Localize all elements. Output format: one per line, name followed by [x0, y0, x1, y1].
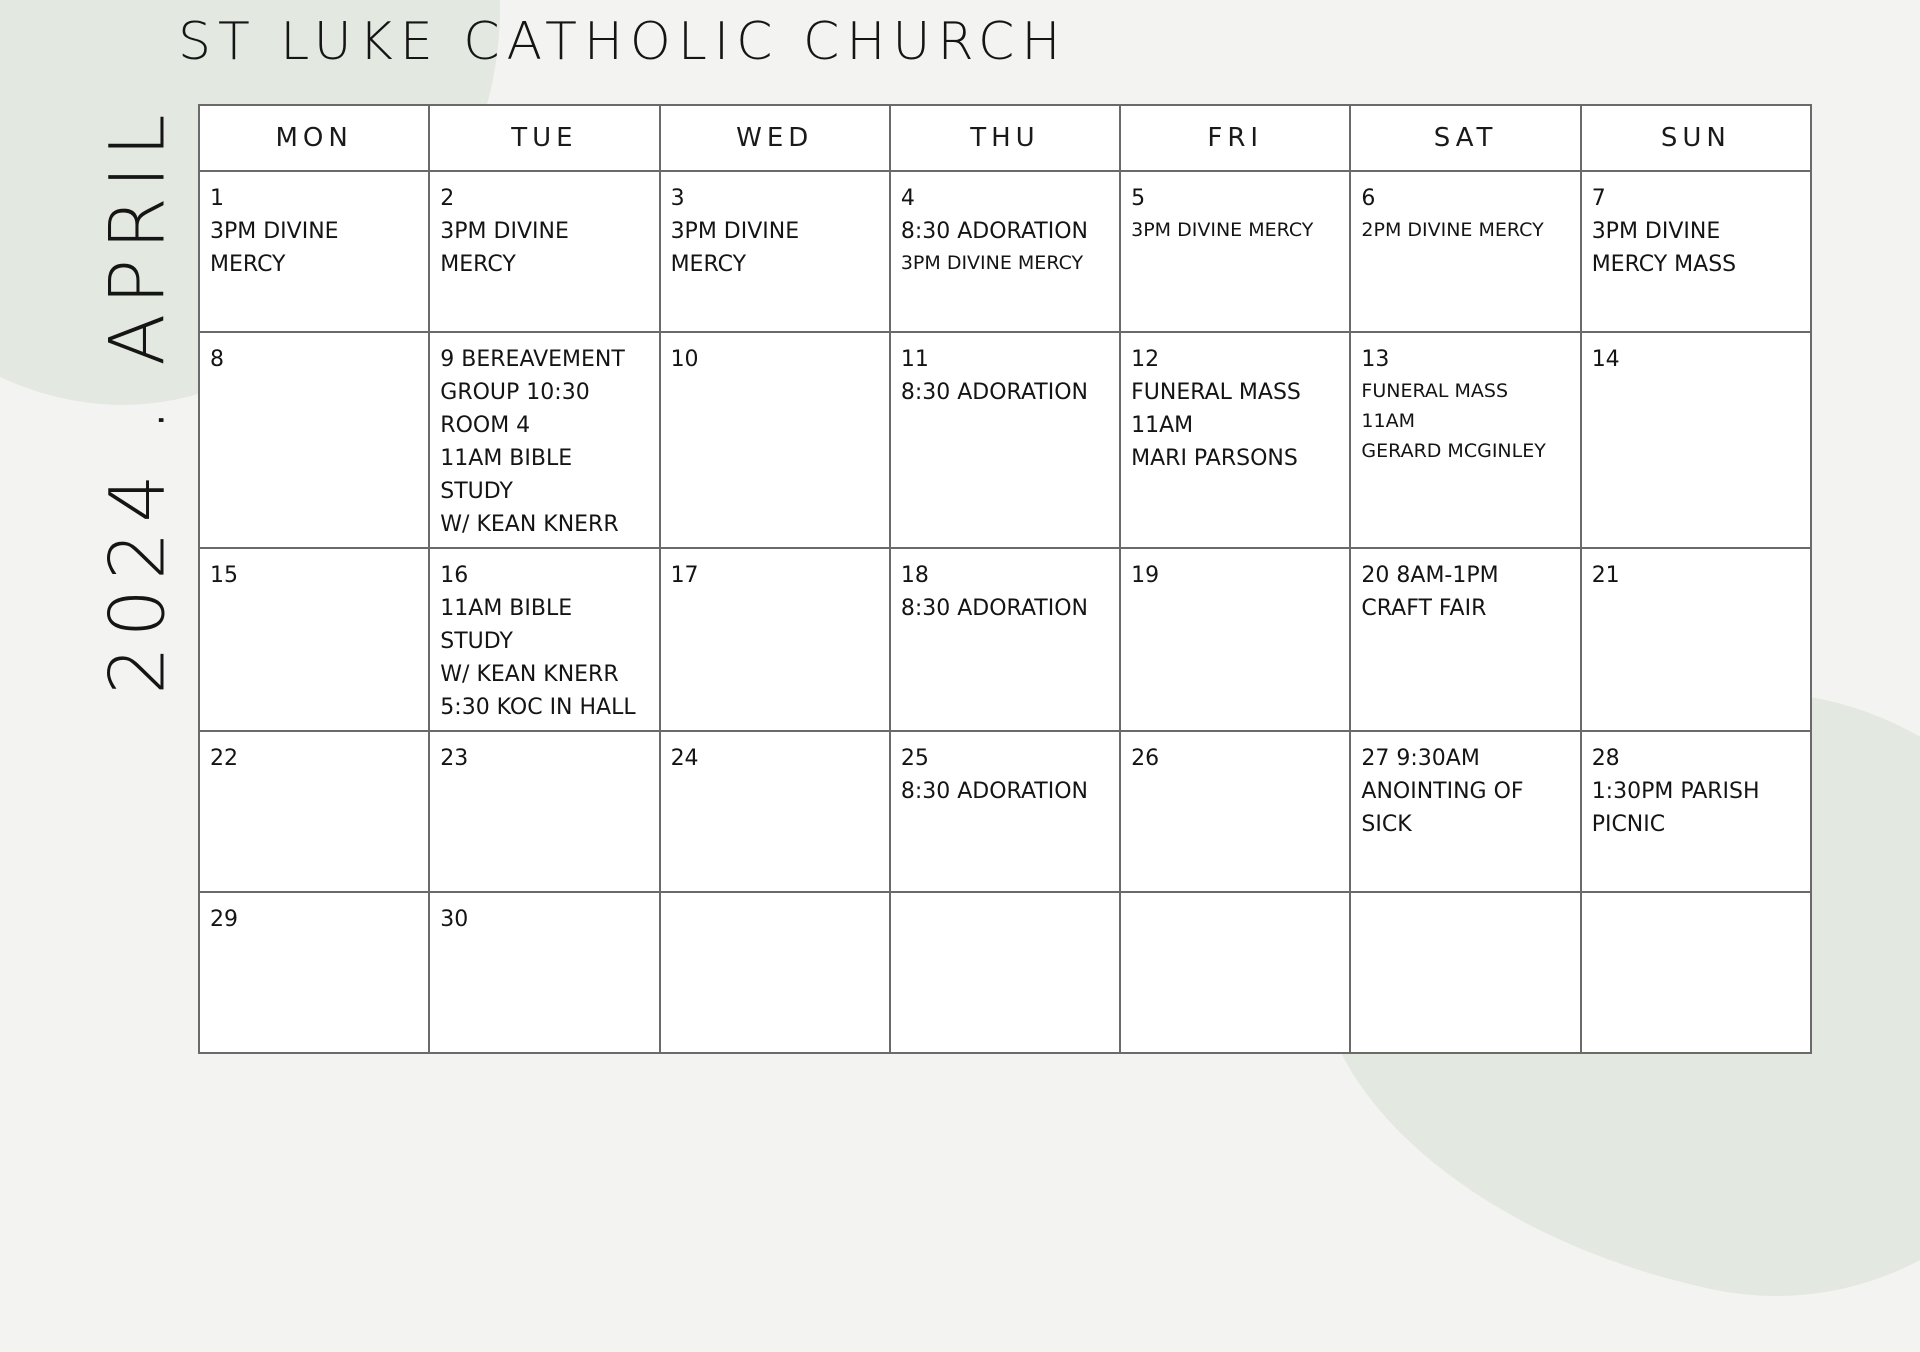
day-cell [429, 332, 659, 548]
day-cell [429, 548, 659, 731]
day-cell [1581, 548, 1811, 731]
day-cell [1120, 731, 1350, 892]
day-entry-first-line: 11 [900, 347, 929, 372]
day-entry-first-line: 19 [1131, 563, 1160, 588]
day-entry-first-line: 1 [210, 186, 224, 211]
day-cell [890, 892, 1120, 1053]
day-entry-first-line: 30 [440, 907, 469, 932]
day-cell [890, 548, 1120, 731]
day-entry-first-line: 22 [210, 746, 238, 771]
day-cell [1350, 332, 1580, 548]
day-entry-line: FUNERAL MASS [1131, 380, 1301, 405]
day-entry-line: 3PM DIVINE [670, 219, 800, 244]
day-entry-line: 8:30 ADORATION [900, 380, 1088, 405]
church-title: ST LUKE CATHOLIC CHURCH [178, 12, 1068, 72]
day-cell [1120, 171, 1350, 332]
day-entry-line: MERCY [670, 252, 747, 277]
day-entry-first-line: 13 [1361, 347, 1390, 372]
day-entry-line: FUNERAL MASS [1361, 380, 1509, 402]
day-entry-first-line: 14 [1591, 347, 1620, 372]
day-header-thu: THU [890, 105, 1120, 171]
day-entry-first-line: 24 [670, 746, 699, 771]
day-entry-line: MARI PARSONS [1131, 446, 1298, 471]
day-entry-line: MERCY [440, 252, 516, 277]
day-entry-line: 11AM [1361, 410, 1415, 432]
day-entry-line: 11AM BIBLE STUDY [440, 596, 580, 654]
day-cell [890, 731, 1120, 892]
calendar-grid [198, 104, 1812, 1054]
day-entry-first-line: 20 8AM-1PM [1361, 563, 1499, 588]
day-entry-first-line: 5 [1131, 186, 1146, 211]
day-cell [429, 171, 659, 332]
day-entry-first-line: 10 [670, 347, 699, 372]
day-cell [199, 548, 429, 731]
day-entry-line: 5:30 KOC IN HALL [440, 695, 636, 720]
day-cell [1350, 171, 1580, 332]
day-entry-line: 3PM DIVINE [440, 219, 569, 244]
day-entry-line: 11AM [1131, 413, 1194, 438]
day-entry-line: ANOINTING OF [1361, 779, 1524, 804]
year-month-title: 2024 . APRIL [92, 105, 182, 695]
day-entry-first-line: 25 [900, 746, 929, 771]
day-entry-line: MERCY MASS [1591, 252, 1737, 277]
day-cell [1350, 892, 1580, 1053]
day-cell [199, 731, 429, 892]
day-cell [1350, 548, 1580, 731]
day-cell [199, 171, 429, 332]
day-entry-line: ROOM 4 [440, 413, 531, 438]
day-cell [660, 892, 890, 1053]
day-entry-first-line: 16 [440, 563, 469, 588]
day-header-mon: MON [199, 105, 429, 171]
day-entry-first-line: 15 [210, 563, 238, 588]
day-cell [1581, 731, 1811, 892]
day-entry-line: W/ KEAN KNERR [440, 512, 619, 537]
day-entry-line: 8:30 ADORATION [900, 219, 1088, 244]
day-entry-line: CRAFT FAIR [1361, 596, 1487, 621]
day-entry-first-line: 29 [210, 907, 238, 932]
day-cell [660, 171, 890, 332]
week-row [199, 892, 1811, 1053]
day-header-fri: FRI [1120, 105, 1350, 171]
day-cell [1581, 171, 1811, 332]
day-entry-first-line: 8 [210, 347, 224, 372]
day-cell [1581, 332, 1811, 548]
day-entry-line: 1:30PM PARISH [1591, 779, 1760, 804]
day-cell [429, 731, 659, 892]
day-entry-first-line: 26 [1131, 746, 1160, 771]
day-entry-line: 3PM DIVINE [1591, 219, 1721, 244]
day-header-sat: SAT [1350, 105, 1580, 171]
day-cell [660, 731, 890, 892]
day-header-tue: TUE [429, 105, 659, 171]
day-entry-first-line: 21 [1591, 563, 1620, 588]
week-row [199, 548, 1811, 731]
day-cell [660, 548, 890, 731]
day-header-wed: WED [660, 105, 890, 171]
day-entry-first-line: 3 [670, 186, 685, 211]
week-row [199, 171, 1811, 332]
day-entry-first-line: 23 [440, 746, 469, 771]
day-entry-first-line: 27 9:30AM [1361, 746, 1480, 771]
day-cell [660, 332, 890, 548]
day-entry-line: 11AM BIBLE STUDY [440, 446, 580, 504]
day-cell [1120, 332, 1350, 548]
day-entry-first-line: 2 [440, 186, 455, 211]
day-entry-first-line: 17 [670, 563, 699, 588]
week-row [199, 731, 1811, 892]
day-entry-line: 2PM DIVINE MERCY [1361, 219, 1544, 241]
day-cell [1581, 892, 1811, 1053]
day-entry-first-line: 28 [1591, 746, 1620, 771]
day-cell [1120, 548, 1350, 731]
day-entry-first-line: 9 BEREAVEMENT [440, 347, 625, 372]
day-cell [1350, 731, 1580, 892]
day-entry-line: 3PM DIVINE [210, 219, 339, 244]
day-cell [199, 332, 429, 548]
day-entry-first-line: 12 [1131, 347, 1160, 372]
day-entry-first-line: 18 [900, 563, 929, 588]
day-entry-line: 8:30 ADORATION [900, 596, 1088, 621]
day-entry-line: W/ KEAN KNERR [440, 662, 619, 687]
day-header-sun: SUN [1581, 105, 1811, 171]
day-entry-line: PICNIC [1591, 812, 1666, 837]
day-entry-line: 3PM DIVINE MERCY [900, 252, 1084, 274]
day-cell [890, 332, 1120, 548]
day-cell [429, 892, 659, 1053]
day-entry-first-line: 6 [1361, 186, 1376, 211]
day-entry-first-line: 4 [900, 186, 915, 211]
day-cell [199, 892, 429, 1053]
day-entry-line: MERCY [210, 252, 286, 277]
week-row [199, 332, 1811, 548]
weekday-header-row [199, 105, 1811, 171]
day-entry-line: 3PM DIVINE MERCY [1131, 219, 1314, 241]
day-entry-line: 8:30 ADORATION [900, 779, 1088, 804]
day-entry-line: GROUP 10:30 [440, 380, 590, 405]
day-cell [890, 171, 1120, 332]
day-entry-line: SICK [1361, 812, 1412, 837]
day-entry-line: GERARD MCGINLEY [1361, 440, 1546, 462]
day-cell [1120, 892, 1350, 1053]
day-entry-first-line: 7 [1591, 186, 1606, 211]
side-title-container [52, 100, 222, 700]
